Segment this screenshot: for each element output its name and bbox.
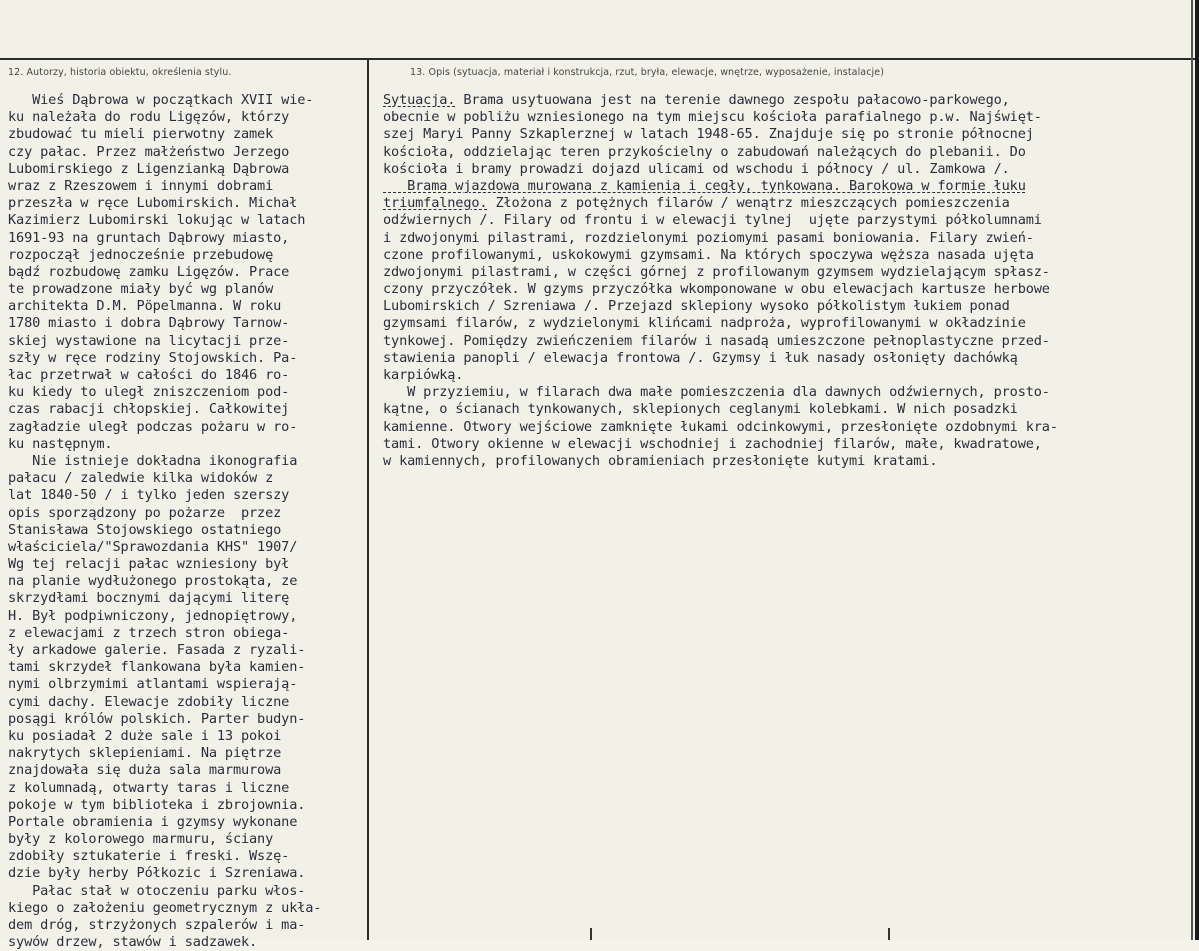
- text-line: [383, 350, 1195, 367]
- text-line: [383, 144, 1195, 161]
- line-text: czone profilowanymi, uskokowymi gzymsami. Na których spoczywa węższa nasada ujęta: [383, 246, 1034, 263]
- text-line: Kazimierz Lubomirski lokując w latach: [8, 212, 306, 229]
- line-text: kościoła, oddzielając teren przykościelny o zabudowań należących do plebanii. Do: [383, 143, 1026, 160]
- text-line: z elewacjami z trzech stron obiega-: [8, 624, 290, 641]
- text-line: [383, 436, 1195, 453]
- text-line: dzie były herby Półkozic i Szreniawa.: [8, 865, 306, 882]
- text-line: [383, 401, 1195, 418]
- text-line: Wg tej relacji pałac wzniesiony był: [8, 556, 290, 573]
- line-text: kątne, o ścianach tynkowanych, sklepionych ceglanymi kolebkami. W nich posadzki: [383, 401, 1018, 418]
- text-line: [383, 92, 1195, 109]
- text-line: nymi olbrzymimi atlantami wspierają-: [8, 676, 298, 693]
- text-line: były z kolorowego marmuru, ściany: [8, 831, 274, 848]
- text-line: Lubomirskiego z Ligenzianką Dąbrowa: [8, 160, 290, 177]
- text-line: cymi dachy. Elewacje zdobiły liczne: [8, 693, 290, 710]
- text-line: opis sporządzony po pożarze przez: [8, 504, 282, 521]
- text-line: dem dróg, strzyżonych szpalerów i ma-: [8, 917, 306, 933]
- text-line: te prowadzone miały być wg planów: [8, 281, 274, 298]
- text-line: skrzydłami bocznymi dającymi literę: [8, 590, 290, 607]
- text-line: Pałac stał w otoczeniu parku włos-: [8, 882, 306, 899]
- text-line: 1780 miasto i dobra Dąbrowy Tarnow-: [8, 315, 290, 332]
- page-edge: [1195, 0, 1199, 940]
- text-line: bądź rozbudowę zamku Ligęzów. Prace: [8, 263, 290, 280]
- text-line: ku należała do rodu Ligęzów, którzy: [8, 109, 290, 126]
- text-line: zbudować tu mieli pierwotny zamek: [8, 126, 274, 143]
- text-line: [383, 298, 1195, 315]
- text-line: pokoje w tym biblioteka i zbrojownia.: [8, 796, 306, 813]
- description-text-column: [383, 92, 1195, 470]
- history-text-column: [8, 92, 393, 951]
- text-line: kiego o założeniu geometrycznym z ukła-: [8, 899, 322, 916]
- text-line: [383, 333, 1195, 350]
- line-text: odźwiernych /. Filary od frontu i w elewacji tylnej ujęte parzystymi półkolumnami: [383, 212, 1042, 229]
- line-text: Złożona z potężnych filarów / wenątrz mieszczących pomieszczenia: [487, 195, 1010, 212]
- line-text: stawienia panopli / elewacja frontowa /. Gzymsy i łuk nasady osłonięty dachówką: [383, 349, 1018, 366]
- underlined-heading: triumfalnego.: [383, 195, 488, 212]
- text-line: Wieś Dąbrowa w początkach XVII wie-: [8, 92, 314, 108]
- right-column-header: 13. Opis (sytuacja, materiał i konstrukcja, rzut, bryła, elewacje, wnętrze, wyposażenie, instalacje): [410, 67, 885, 78]
- text-line: przeszła w ręce Lubomirskich. Michał: [8, 195, 298, 212]
- text-line: [383, 419, 1195, 436]
- text-line: wraz z Rzeszowem i innymi dobrami: [8, 177, 274, 194]
- text-line: [383, 281, 1195, 298]
- text-line: [383, 212, 1195, 229]
- text-line: tami skrzydeł flankowana była kamien-: [8, 659, 306, 676]
- line-text: Lubomirskich / Szreniawa /. Przejazd sklepiony wysoko półkolistym łukiem ponad: [383, 298, 1010, 315]
- line-text: i zdwojonymi pilastrami, rozdzielonymi poziomymi pasami boniowania. Filary zwień-: [383, 229, 1034, 246]
- underlined-heading: Sytuacja.: [383, 92, 456, 108]
- text-line: zagładzie uległ podczas pożaru w ro-: [8, 418, 298, 435]
- text-line: posągi królów polskich. Parter budyn-: [8, 710, 306, 727]
- line-text: kamienne. Otwory wejściowe zamknięte łukami odcinkowymi, przesłonięte ozdobnymi kra-: [383, 418, 1058, 435]
- text-line: H. Był podpiwniczony, jednopiętrowy,: [8, 607, 298, 624]
- line-text: tynkowej. Pomiędzy zwieńczeniem filarów i nasadą umieszczone pełnoplastyczne przed-: [383, 332, 1050, 349]
- text-line: architekta D.M. Pöpelmanna. W roku: [8, 298, 282, 315]
- text-line: nakrytych sklepieniami. Na piętrze: [8, 745, 282, 762]
- line-text: Brama usytuowana jest na terenie dawnego zespołu pałacowo-parkowego,: [455, 92, 1010, 108]
- text-line: ku posiadał 2 duże sale i 13 pokoi: [8, 727, 282, 744]
- line-text: zdwojonymi pilastrami, w części górnej z profilowanym gzymsem wydzielającym spłasz-: [383, 263, 1050, 280]
- header-rule: [0, 58, 1199, 60]
- text-line: ku następnym.: [8, 435, 113, 452]
- bottom-tick: [590, 928, 592, 940]
- text-line: czy pałac. Przez małżeństwo Jerzego: [8, 143, 290, 160]
- line-text: W przyziemiu, w filarach dwa małe pomieszczenia dla dawnych odźwiernych, prosto-: [383, 384, 1050, 401]
- text-line: [383, 178, 1195, 195]
- text-line: czas rabacji chłopskiej. Całkowitej: [8, 401, 290, 418]
- text-line: [383, 109, 1195, 126]
- underlined-heading: Brama wjazdowa murowana z kamienia i cegły, tynkowana. Barokowa w formie łuku: [383, 177, 1026, 194]
- text-line: [383, 230, 1195, 247]
- text-line: Nie istnieje dokładna ikonografia: [8, 452, 298, 469]
- left-column-header: 12. Autorzy, historia obiektu, określenia stylu.: [8, 67, 232, 78]
- text-line: pałacu / zaledwie kilka widoków z: [8, 470, 274, 487]
- text-line: właściciela/"Sprawozdania KHS" 1907/: [8, 538, 298, 555]
- text-line: z kolumnadą, otwarty taras i liczne: [8, 779, 290, 796]
- line-text: gzymsami filarów, z wydzielonymi klińcami nadproża, wyprofilowanymi w okładzinie: [383, 315, 1026, 332]
- line-text: karpiówką.: [383, 367, 464, 383]
- text-line: na planie wydłużonego prostokąta, ze: [8, 573, 298, 590]
- text-line: [383, 126, 1195, 143]
- text-line: [383, 453, 1195, 470]
- line-text: kościoła i bramy prowadzi dojazd ulicami od wschodu i północy / ul. Zamkowa /.: [383, 160, 1010, 177]
- text-line: [383, 264, 1195, 281]
- bottom-tick: [888, 928, 890, 940]
- text-line: ku kiedy to uległ zniszczeniom pod-: [8, 384, 290, 401]
- text-line: Stanisława Stojowskiego ostatniego: [8, 521, 282, 538]
- text-line: [383, 195, 1195, 212]
- line-text: w kamiennych, profilowanych obramieniach przesłonięte kutymi kratami.: [383, 452, 938, 469]
- text-line: lat 1840-50 / i tylko jeden szerszy: [8, 487, 290, 504]
- text-line: 1691-93 na gruntach Dąbrowy miasto,: [8, 229, 290, 246]
- text-line: skiej wystawione na licytacji prze-: [8, 332, 290, 349]
- text-line: [383, 315, 1195, 332]
- text-line: [383, 161, 1195, 178]
- text-line: [383, 384, 1195, 401]
- text-line: [383, 247, 1195, 264]
- text-line: sywów drzew, stawów i sadzawek.: [8, 934, 258, 951]
- text-line: znajdowała się duża sala marmurowa: [8, 762, 282, 779]
- text-line: Portale obramienia i gzymsy wykonane: [8, 813, 298, 830]
- text-line: łac przetrwał w całości do 1846 ro-: [8, 367, 290, 383]
- line-text: tami. Otwory okienne w elewacji wschodniej i zachodniej filarów, małe, kwadratowe,: [383, 435, 1042, 452]
- text-line: zdobiły sztukaterie i freski. Wszę-: [8, 848, 290, 865]
- line-text: czony przyczółek. W gzyms przyczółka wkomponowane w obu elewacjach kartusze herbowe: [383, 281, 1050, 298]
- text-line: rozpoczął jednocześnie przebudowę: [8, 246, 274, 263]
- text-line: ły arkadowe galerie. Fasada z ryzali-: [8, 642, 306, 658]
- text-line: [383, 367, 1195, 384]
- line-text: szej Maryi Panny Szkaplerznej w latach 1948-65. Znajduje się po stronie północnej: [383, 126, 1034, 143]
- line-text: obecnie w pobliżu wzniesionego na tym miejscu kościoła parafialnego p.w. Najświęt-: [383, 109, 1042, 126]
- text-line: szły w ręce rodziny Stojowskich. Pa-: [8, 349, 298, 366]
